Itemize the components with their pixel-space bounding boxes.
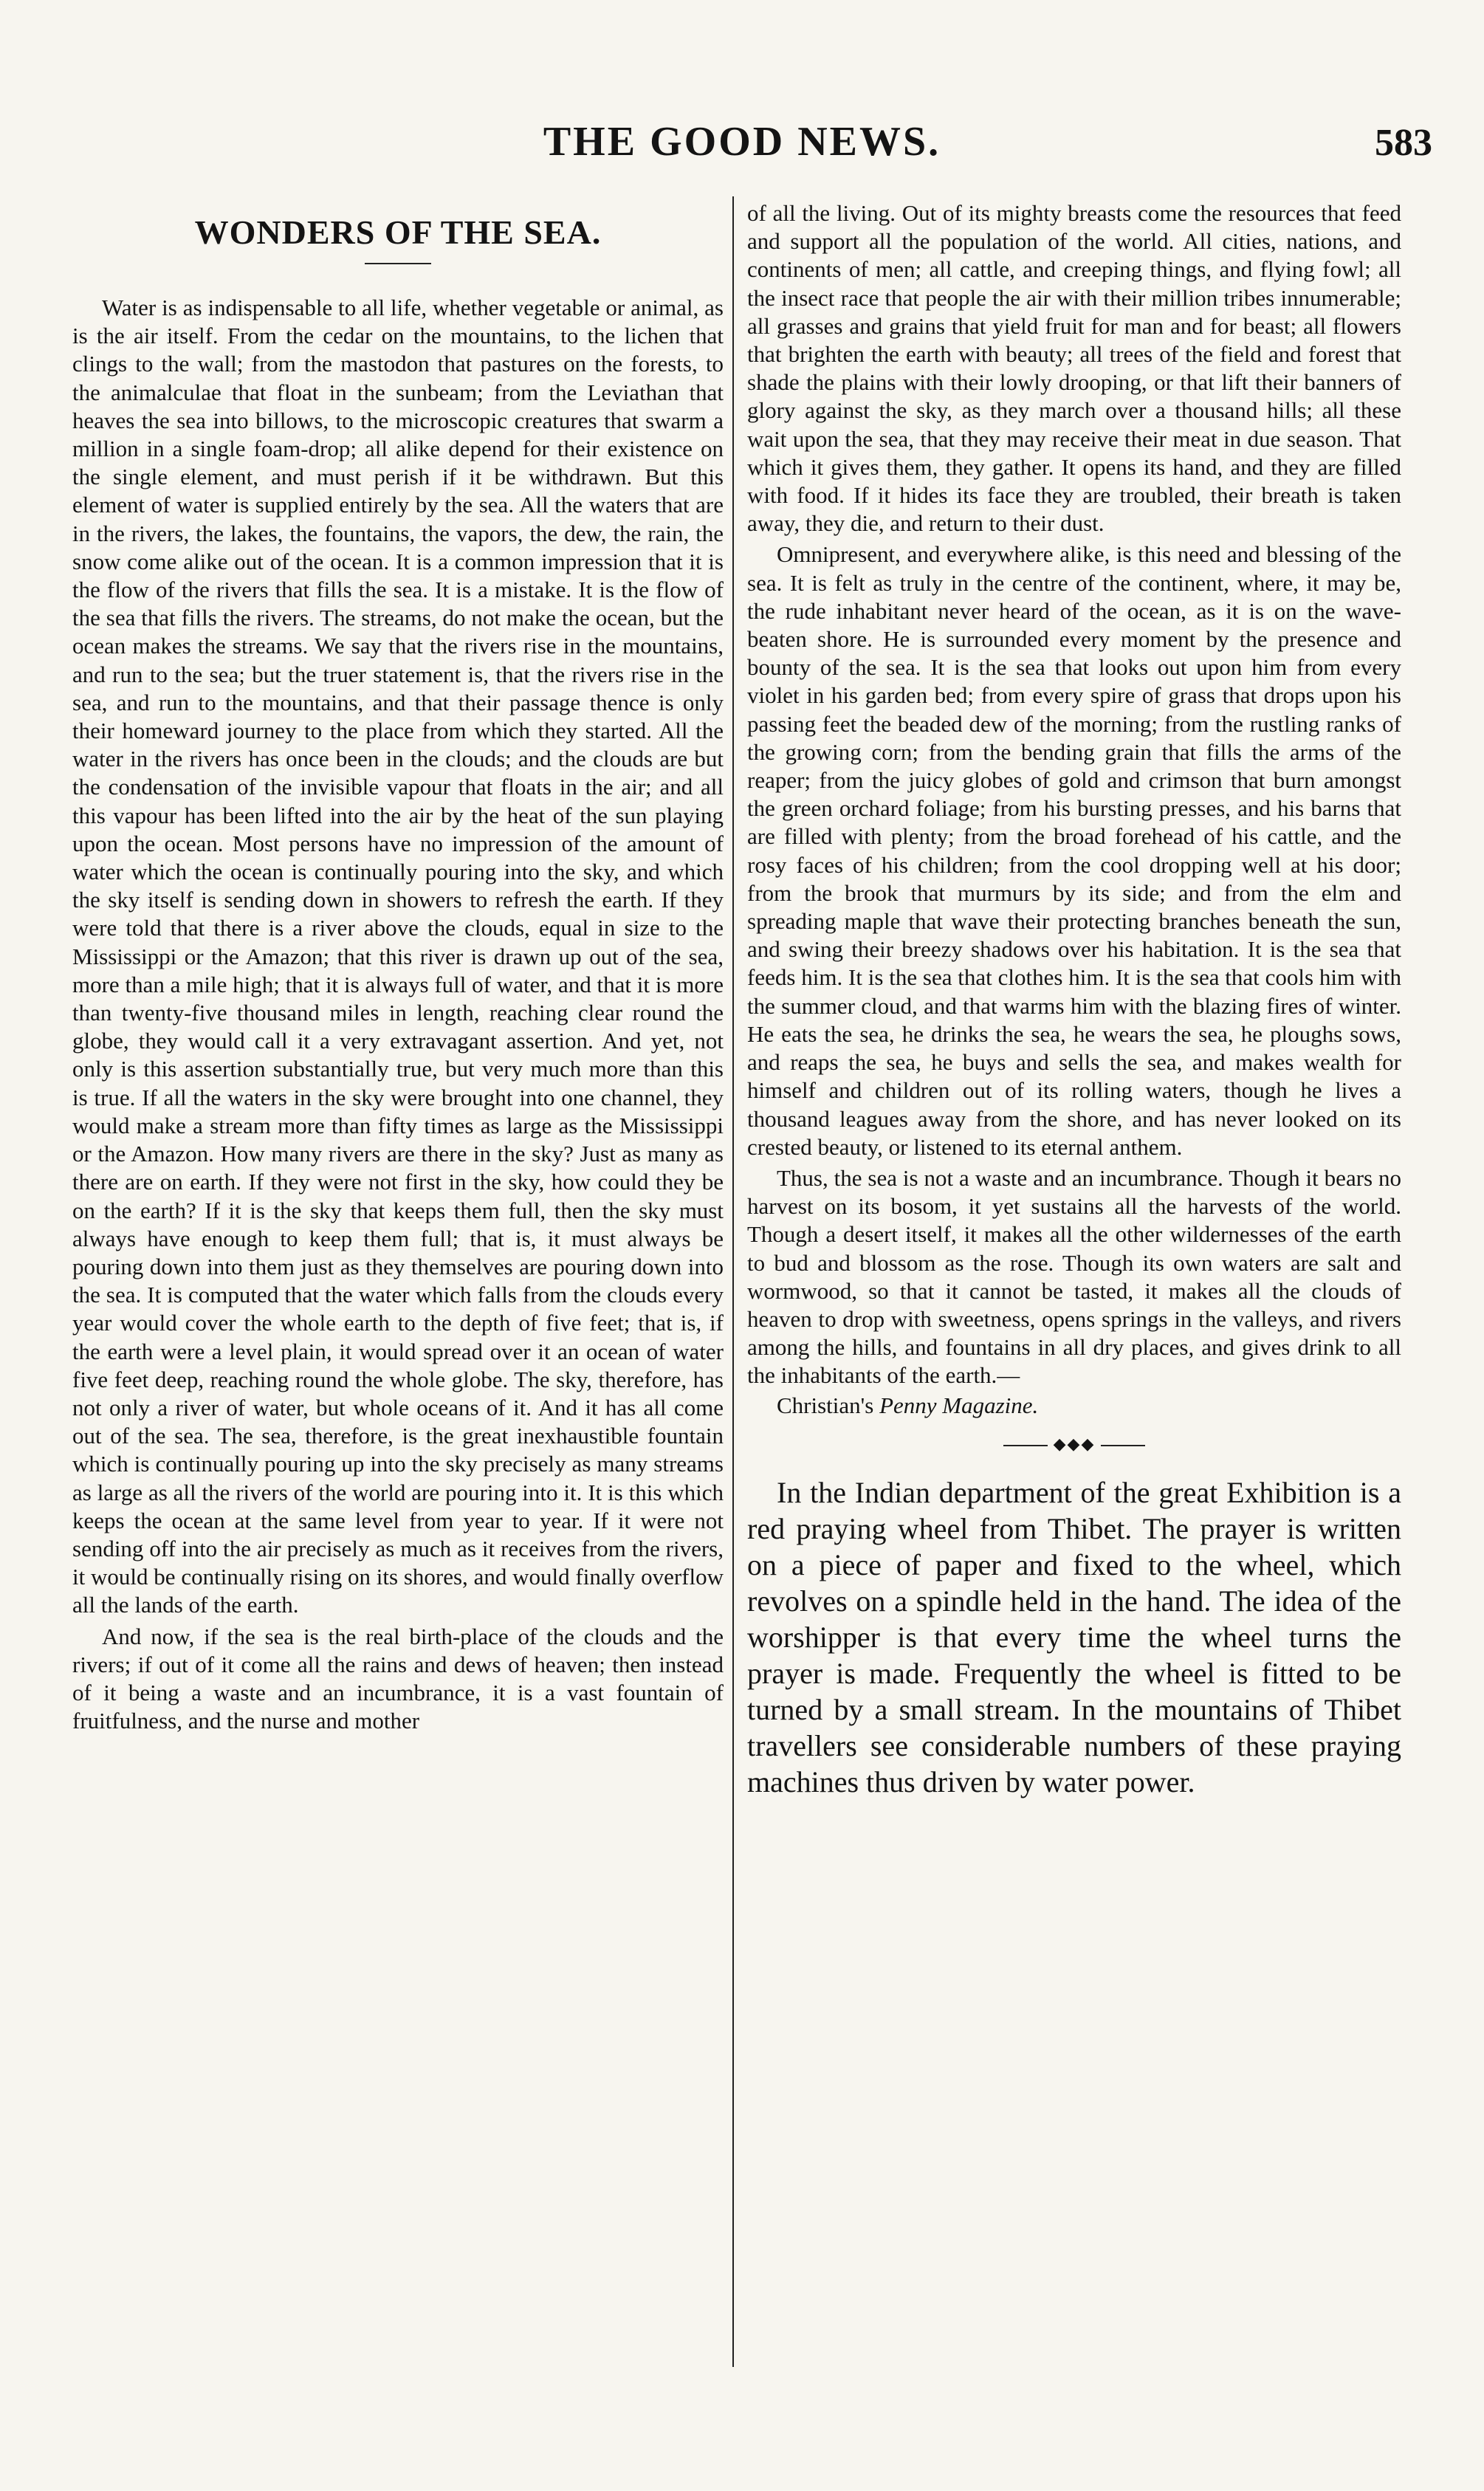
left-column bbox=[72, 199, 724, 1735]
article-title: WONDERS OF THE SEA. bbox=[194, 213, 602, 251]
article-paragraph: Omnipresent, and everywhere alike, is this need and blessing of the sea. It is felt as truly in the centre of the continent, where, it may be, the rude inhabitant never heard of the ocean, as it is on the wave-beaten shore. He is surrounded every moment by the presence and bounty of the sea. It is the sea that looks out upon him from every violet in his garden bed; from every spire of grass that drops upon his passing feet the beaded dew of the morning; from the rustling ranks of the growing corn; from the bending grain that fills the arms of the reaper; from the juicy globes of gold and crimson that burn amongst the green orchard foliage; from his bursting presses, and his barns that are filled with plenty; from the broad forehead of his cattle, and the rosy faces of his children; from the cool dropping well at his door; from the brook that murmurs by its side; and from the elm and spreading maple that wave their protecting branches beneath the sun, and swing their breezy shadows over his habitation. It is the sea that feeds him. It is the sea that clothes him. It is the sea that cools him with the summer cloud, and that warms him with the blazing fires of winter. He eats the sea, he drinks the sea, he wears the sea, he ploughs sows, and reaps the sea, he buys and sells the sea, and makes wealth for himself and children out of its rolling waters, though he lives a thousand leagues away from the shore, and has never looked on its crested beauty, or listened to its eternal anthem. bbox=[747, 541, 1401, 1160]
title-rule bbox=[365, 263, 431, 264]
article-paragraph: Thus, the sea is not a waste and an incumbrance. Though it bears no harvest on its bosom, it yet sustains all the harvests of the world. Though a desert itself, it makes all the other wildernesses of the earth to bud and blossom as the rose. Though its own waters are salt and wormwood, so that it cannot be tasted, it makes all the clouds of heaven to drop with sweetness, opens springs in the valleys, and rivers among the hills, and fountains in all dry places, and gives drink to all the inhabitants of the earth.— bbox=[747, 1164, 1401, 1389]
credit-prefix: Christian's bbox=[777, 1392, 880, 1418]
article-paragraph: And now, if the sea is the real birth-place of the clouds and the rivers; if out of it come all the rains and dews of heaven; then instead of it being a waste and an incumbrance, it is a vast fountain of fruitfulness, and the nurse and mother bbox=[72, 1623, 724, 1734]
article-paragraph: of all the living. Out of its mighty breasts come the resources that feed and support all the population of the world. All cities, nations, and continents of men; all cattle, and creeping things, and flying fowl; all the insect race that people the air with their million tribes innumerable; all grasses and grains that yield fruit for man and for beast; all flowers that brighten the earth with beauty; all trees of the field and forest that shade the plains with their lowly drooping, or that lift their banners of glory against the sky, as they march over a thousand hills; all these wait upon the sea, that they may receive their meat in due season. That which it gives them, they gather. It opens its hand, and they are filled with food. If it hides its face they are troubled, their breath is taken away, they die, and return to their dust. bbox=[747, 200, 1401, 537]
divider-line bbox=[1101, 1445, 1145, 1446]
divider-line bbox=[1003, 1445, 1048, 1446]
right-column bbox=[747, 199, 1401, 1800]
article-paragraph: Water is as indispensable to all life, whether vegetable or animal, as is the air itself. From the cedar on the mountains, to the lichen that clings to the wall; from the mastodon that pastures on the forests, to the animalculae that float in the sunbeam; from the Leviathan that heaves the sea into billows, to the microscopic creatures that swarm a million in a single foam-drop; all alike depend for their existence on the single element, and must perish if it be withdrawn. But this element of water is supplied entirely by the sea. All the waters that are in the rivers, the lakes, the fountains, the vapors, the dew, the rain, the snow come alike out of the ocean. It is a common impression that it is the flow of the rivers that fills the sea. It is a mistake. It is the flow of the sea that fills the rivers. The streams, do not make the ocean, but the ocean makes the streams. We say that the rivers rise in the mountains, and run to the sea; but the truer statement is, that the rivers rise in the sea, and run to the mountains, and that their passage thence is only their homeward journey to the place from which they started. All the water in the rivers has once been in the clouds; and the clouds are but the condensation of the invisible vapour that floats in the air; and all this vapour has been lifted into the air by the heat of the sun playing upon the ocean. Most persons have no impression of the amount of water which the ocean is continually pouring into the sky, and which the sky itself is sending down in showers to refresh the earth. If they were told that there is a river above the clouds, equal in size to the Mississippi or the Amazon; that this river is drawn up out of the sea, more than a mile high; that it is always full of water, and that it is more than twenty-five thousand miles in length, reaching clear round the globe, they would call it a very extravagant assertion. And yet, not only is this assertion substantially true, but very much more than this is true. If all the waters in the sky were brought into one channel, they would make a stream more than fifty times as large as the Mississippi or the Amazon. How many rivers are there in the sky? Just as many as there are on earth. If they were not first in the sky, how could they be on the earth? If it is the sky that keeps them full, then the sky must always have enough to keep them full; that is, it must always be pouring down into them just as they themselves are pouring down into the sea. It is computed that the water which falls from the clouds every year would cover the whole earth to the depth of five feet; that is, if the earth were a level plain, it would spread over it an ocean of water five feet deep, reaching round the whole globe. The sky, therefore, has not only a river of water, but whole oceans of it. And it has all come out of the sea. The sea, therefore, is the great inexhaustible fountain which is continually pouring up into the sky precisely as many streams as large as all the rivers of the world are pouring into it. It is this which keeps the ocean at the same level from year to year. If it were not sending off into the air precisely as much as it receives from the rivers, it would be continually rising on its shores, and would finally overflow all the lands of the earth. bbox=[72, 295, 724, 1618]
article-credit bbox=[747, 1392, 1401, 1420]
article-praying-wheel: In the Indian department of the great Exhibition is a red praying wheel from Thibet. The prayer is written on a piece of paper and fixed to the wheel, which revolves on a spindle held in the hand. The idea of the worshipper is that every time the wheel turns the prayer is made. Frequently the wheel is fitted to be turned by a small stream. In the mountains of Thibet travellers see considerable numbers of these praying machines thus driven by water power. bbox=[747, 1475, 1401, 1798]
section-divider: ◆◆◆ bbox=[747, 1430, 1401, 1458]
page-number: 583 bbox=[1375, 122, 1432, 164]
page-header bbox=[0, 118, 1484, 185]
publication-title: THE GOOD NEWS. bbox=[543, 119, 941, 165]
column-rule bbox=[732, 196, 734, 2367]
credit-magazine: Penny Magazine. bbox=[879, 1392, 1039, 1418]
